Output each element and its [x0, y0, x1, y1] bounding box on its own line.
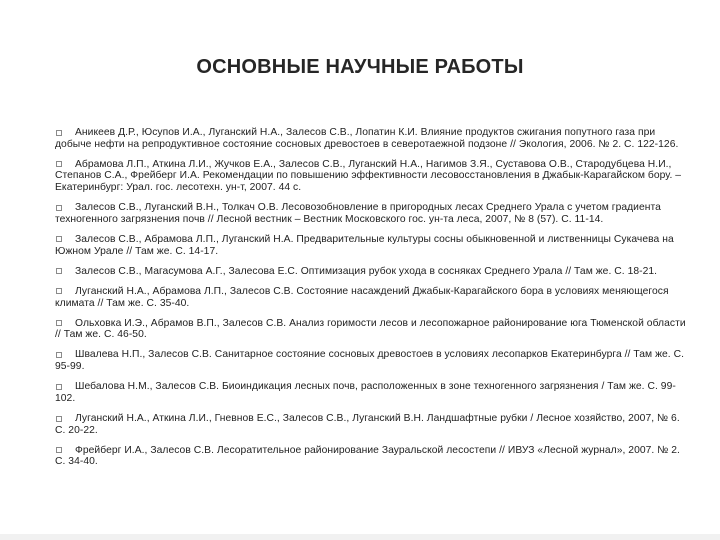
reference-item: [55, 159, 687, 194]
square-bullet-icon: [56, 161, 62, 167]
square-bullet-icon: [56, 268, 62, 274]
reference-item: [55, 349, 687, 372]
reference-item: [55, 381, 687, 404]
reference-text: Аникеев Д.Р., Юсупов И.А., Луганский Н.А., Залесов С.В., Лопатин К.И. Влияние продуктов сжигания попутного газа при добыче нефти на репродуктивное состояние сосновых древостоев в северотаежной подзоне // Экология, 2006. № 2. С. 122-126.: [55, 127, 679, 150]
square-bullet-icon: [56, 416, 62, 422]
reference-text: Луганский Н.А., Абрамова Л.П., Залесов С.В. Состояние насаждений Джабык-Карагайского бора в условиях меняющегося климата // Там же. С. 35-40.: [55, 285, 669, 309]
reference-text: Шебалова Н.М., Залесов С.В. Биоиндикация лесных почв, расположенных в зоне техногенного загрязнения / Там же. С. 99-102.: [55, 381, 676, 404]
reference-item: [55, 445, 687, 468]
bottom-bar: [0, 534, 720, 540]
reference-text: Швалева Н.П., Залесов С.В. Санитарное состояние сосновых древостоев в условиях лесопарков Екатеринбурга // Там же. С. 95-99.: [55, 349, 685, 373]
reference-item: [55, 413, 687, 436]
square-bullet-icon: [56, 384, 62, 390]
reference-item: [55, 234, 687, 257]
square-bullet-icon: [56, 352, 62, 358]
reference-text: Ольховка И.Э., Абрамов В.П., Залесов С.В. Анализ горимости лесов и лесопожарное районирование юга Тюменской области // Там же. С. 46-50.: [55, 317, 686, 341]
reference-item: [55, 266, 687, 278]
reference-list: [55, 127, 687, 477]
reference-item: [55, 286, 687, 309]
square-bullet-icon: [56, 205, 62, 211]
reference-text: Залесов С.В., Абрамова Л.П., Луганский Н.А. Предварительные культуры сосны обыкновенной и лиственницы Сукачева на Южном Урале // Там же. С. 14-17.: [55, 233, 674, 257]
reference-text: Фрейберг И.А., Залесов С.В. Лесоратительное районирование Зауральской лесостепи // ИВУЗ «Лесной журнал», 2007. № 2. С. 34-40.: [55, 444, 680, 468]
reference-text: Луганский Н.А., Аткина Л.И., Гневнов Е.С., Залесов С.В., Луганский В.Н. Ландшафтные рубки / Лесное хозяйство, 2007, № 6. С. 20-22.: [55, 413, 680, 436]
reference-text: Залесов С.В., Магасумова А.Г., Залесова Е.С. Оптимизация рубок ухода в сосняках Среднего Урала // Там же. С. 18-21.: [75, 265, 658, 277]
reference-item: [55, 318, 687, 341]
square-bullet-icon: [56, 320, 62, 326]
square-bullet-icon: [56, 130, 62, 136]
reference-text: Абрамова Л.П., Аткина Л.И., Жучков Е.А., Залесов С.В., Луганский Н.А., Нагимов З.Я., Суставова О.В., Стародубцева Н.И., Степанов С.А., Фрейберг И.А. Рекомендации по повышению эффективности лесовосстановления в Джабык-Карагайском бору. – Екатеринбург: Урал. гос. лесотехн. ун-т, 2007. 44 с.: [55, 158, 682, 193]
page-title: ОСНОВНЫЕ НАУЧНЫЕ РАБОТЫ: [196, 56, 524, 78]
square-bullet-icon: [56, 288, 62, 294]
square-bullet-icon: [56, 447, 62, 453]
reference-item: [55, 127, 687, 150]
square-bullet-icon: [56, 236, 62, 242]
reference-text: Залесов С.В., Луганский В.Н., Толкач О.В. Лесовозобновление в пригородных лесах Среднего Урала с учетом градиента техногенного загрязнения почв // Лесной вестник – Вестник Московского гос. ун-та леса, 2007, № 8 (57). С. 11-14.: [55, 202, 661, 225]
reference-item: [55, 202, 687, 225]
